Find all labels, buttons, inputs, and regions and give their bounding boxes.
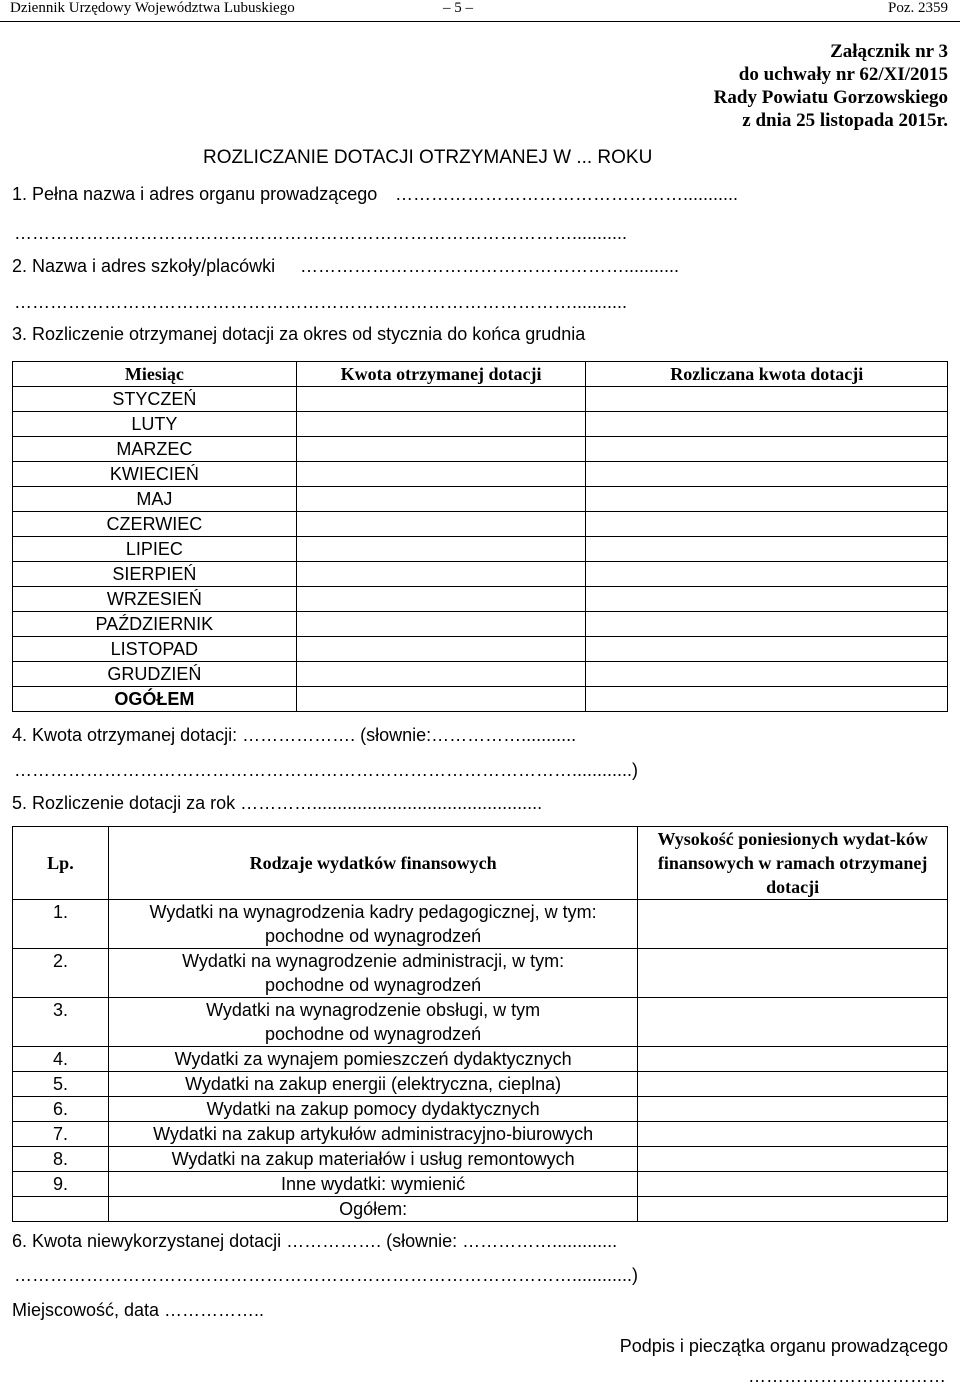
lp-cell: 6. <box>13 1097 109 1122</box>
received-amount-cell[interactable] <box>296 637 586 662</box>
table-row <box>13 662 948 687</box>
annex-line-3: Rady Powiatu Gorzowskiego <box>713 87 948 108</box>
page-number: – 5 – <box>443 0 473 16</box>
table-row <box>13 1097 948 1122</box>
section-4-label: 4. Kwota otrzymanej dotacji: ………………. (słownie:……………........... <box>12 725 577 745</box>
expense-sub: pochodne od wynagrodzeń <box>265 975 482 995</box>
expense-desc-cell: Wydatki na zakup energii (elektryczna, cieplna) <box>108 1072 637 1097</box>
expense-desc: Wydatki na wynagrodzenie administracji, w tym: <box>182 951 565 971</box>
settled-amount-cell[interactable] <box>586 512 948 537</box>
expense-amount-cell[interactable] <box>638 1097 948 1122</box>
expense-amount-cell[interactable] <box>638 1172 948 1197</box>
settled-total-cell[interactable] <box>586 687 948 712</box>
months-table-header <box>13 362 948 387</box>
journal-title: Dziennik Urzędowy Województwa Lubuskiego <box>10 0 295 16</box>
lp-cell: 1. <box>13 900 109 949</box>
lp-cell: 5. <box>13 1072 109 1097</box>
table-row <box>13 1122 948 1147</box>
settled-amount-cell[interactable] <box>586 562 948 587</box>
lp-cell: 8. <box>13 1147 109 1172</box>
expenses-table-header <box>13 827 948 900</box>
table-row <box>13 462 948 487</box>
signature-label: Podpis i pieczątka organu prowadzącego <box>619 1336 948 1356</box>
expense-sub: pochodne od wynagrodzeń <box>265 1024 482 1044</box>
settled-amount-cell[interactable] <box>586 387 948 412</box>
received-amount-cell[interactable] <box>296 412 586 437</box>
annex-line-2: do uchwały nr 62/XI/2015 <box>738 64 948 85</box>
received-total-cell[interactable] <box>296 687 586 712</box>
month-cell: SIERPIEŃ <box>13 562 297 587</box>
expenses-table <box>12 826 948 1222</box>
settled-amount-cell[interactable] <box>586 587 948 612</box>
expense-desc-cell: Wydatki na zakup materiałów i usług remontowych <box>108 1147 637 1172</box>
expense-amount-cell[interactable] <box>638 1072 948 1097</box>
section-1-fill-line-2[interactable]: …………………………………………………………………………………........... <box>14 223 628 243</box>
section-1-fill-line[interactable]: …………………………………………........... <box>395 184 739 204</box>
section-6-label: 6. Kwota niewykorzystanej dotacji ……………. (słownie: ……………............. <box>12 1231 618 1251</box>
total-row <box>13 1197 948 1222</box>
month-cell: WRZESIEŃ <box>13 587 297 612</box>
table-row <box>13 949 948 998</box>
expense-desc-cell <box>108 949 637 998</box>
expense-type-column-header: Rodzaje wydatków finansowych <box>108 827 637 900</box>
table-row <box>13 412 948 437</box>
received-amount-cell[interactable] <box>296 662 586 687</box>
received-amount-column-header: Kwota otrzymanej dotacji <box>296 362 586 387</box>
total-label: OGÓŁEM <box>13 687 297 712</box>
month-cell: LUTY <box>13 412 297 437</box>
received-amount-cell[interactable] <box>296 512 586 537</box>
month-cell: CZERWIEC <box>13 512 297 537</box>
expenses-total-label: Ogółem: <box>108 1197 637 1222</box>
position-number: Poz. 2359 <box>888 0 948 16</box>
table-row <box>13 998 948 1047</box>
month-cell: LISTOPAD <box>13 637 297 662</box>
table-row <box>13 637 948 662</box>
table-row <box>13 1172 948 1197</box>
lp-cell: 7. <box>13 1122 109 1147</box>
table-row <box>13 612 948 637</box>
lp-column-header: Lp. <box>13 827 109 900</box>
received-amount-cell[interactable] <box>296 587 586 612</box>
settled-amount-cell[interactable] <box>586 437 948 462</box>
signature-line[interactable]: …………………………… <box>748 1366 946 1386</box>
settled-amount-cell[interactable] <box>586 487 948 512</box>
section-1-label: 1. Pełna nazwa i adres organu prowadzącego <box>12 184 378 204</box>
section-5-label: 5. Rozliczenie dotacji za rok ………….............................................. <box>12 793 543 813</box>
settled-amount-cell[interactable] <box>586 462 948 487</box>
settled-amount-cell[interactable] <box>586 537 948 562</box>
expense-amount-cell[interactable] <box>638 998 948 1047</box>
expense-amount-column-header: Wysokość poniesionych wydat-ków finansowych w ramach otrzymanej dotacji <box>638 827 948 900</box>
expense-amount-cell[interactable] <box>638 1122 948 1147</box>
header-divider <box>0 21 960 22</box>
annex-line-4: z dnia 25 listopada 2015r. <box>742 110 948 131</box>
expense-amount-cell[interactable] <box>638 900 948 949</box>
expense-amount-cell[interactable] <box>638 1047 948 1072</box>
months-table <box>12 361 948 712</box>
section-4-fill-line-2[interactable]: …………………………………………………………………………………............) <box>14 760 639 780</box>
expense-desc: Wydatki na wynagrodzenia kadry pedagogicznej, w tym: <box>149 902 597 922</box>
total-row <box>13 687 948 712</box>
expense-sub: pochodne od wynagrodzeń <box>265 926 482 946</box>
settled-amount-cell[interactable] <box>586 662 948 687</box>
table-row <box>13 512 948 537</box>
annex-line-1: Załącznik nr 3 <box>830 41 948 62</box>
expense-amount-cell[interactable] <box>638 1147 948 1172</box>
settled-amount-cell[interactable] <box>586 612 948 637</box>
table-row <box>13 437 948 462</box>
lp-cell: 9. <box>13 1172 109 1197</box>
table-row <box>13 1147 948 1172</box>
annex-block <box>714 40 948 132</box>
expenses-total-cell[interactable] <box>638 1197 948 1222</box>
expense-desc-cell: Wydatki na zakup artykułów administracyjno-biurowych <box>108 1122 637 1147</box>
table-row <box>13 900 948 949</box>
month-cell: GRUDZIEŃ <box>13 662 297 687</box>
month-cell: STYCZEŃ <box>13 387 297 412</box>
place-date-field[interactable]: Miejscowość, data …………….. <box>12 1300 265 1320</box>
section-2-label: 2. Nazwa i adres szkoły/placówki <box>12 256 276 276</box>
expense-desc-cell: Wydatki za wynajem pomieszczeń dydaktycznych <box>108 1047 637 1072</box>
settled-amount-cell[interactable] <box>586 412 948 437</box>
expense-desc-cell <box>108 900 637 949</box>
table-row <box>13 562 948 587</box>
month-cell: MARZEC <box>13 437 297 462</box>
table-row <box>13 1072 948 1097</box>
table-row <box>13 537 948 562</box>
month-cell: LIPIEC <box>13 537 297 562</box>
received-amount-cell[interactable] <box>296 562 586 587</box>
month-cell: KWIECIEŃ <box>13 462 297 487</box>
month-cell: PAŹDZIERNIK <box>13 612 297 637</box>
lp-cell: 2. <box>13 949 109 998</box>
table-row <box>13 1047 948 1072</box>
settled-amount-column-header: Rozliczana kwota dotacji <box>586 362 948 387</box>
expense-desc-cell <box>108 998 637 1047</box>
received-amount-cell[interactable] <box>296 462 586 487</box>
expense-desc-cell: Wydatki na zakup pomocy dydaktycznych <box>108 1097 637 1122</box>
settled-amount-cell[interactable] <box>586 637 948 662</box>
lp-cell: 3. <box>13 998 109 1047</box>
expense-amount-cell[interactable] <box>638 949 948 998</box>
lp-cell: 4. <box>13 1047 109 1072</box>
section-2-fill-line-2[interactable]: …………………………………………………………………………………........... <box>14 292 628 312</box>
received-amount-cell[interactable] <box>296 437 586 462</box>
month-column-header: Miesiąc <box>13 362 297 387</box>
lp-cell <box>13 1197 109 1222</box>
section-3-label: 3. Rozliczenie otrzymanej dotacji za okres od stycznia do końca grudnia <box>12 324 586 344</box>
month-cell: MAJ <box>13 487 297 512</box>
table-row <box>13 487 948 512</box>
expense-desc: Wydatki na wynagrodzenie obsługi, w tym <box>206 1000 541 1020</box>
received-amount-cell[interactable] <box>296 612 586 637</box>
document-title: ROZLICZANIE DOTACJI OTRZYMANEJ W ... ROKU <box>203 147 653 168</box>
received-amount-cell[interactable] <box>296 387 586 412</box>
received-amount-cell[interactable] <box>296 537 586 562</box>
received-amount-cell[interactable] <box>296 487 586 512</box>
table-row <box>13 587 948 612</box>
table-row <box>13 387 948 412</box>
section-6-fill-line-2[interactable]: …………………………………………………………………………………............) <box>14 1265 639 1285</box>
expense-desc-cell: Inne wydatki: wymienić <box>108 1172 637 1197</box>
section-2-fill-line[interactable]: ………………………………………………........... <box>300 256 680 276</box>
